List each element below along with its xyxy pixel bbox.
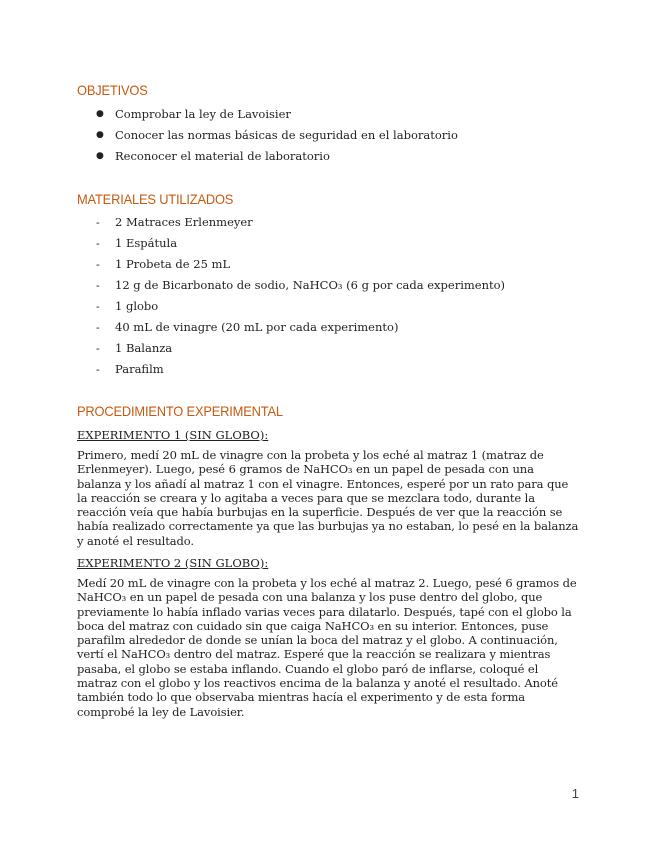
dash-icon: -	[96, 279, 100, 292]
dash-icon: -	[96, 216, 100, 229]
materiales-heading: MATERIALES UTILIZADOS	[77, 191, 234, 207]
experimento-1-text: Primero, medí 20 mL de vinagre con la probeta y los eché al matraz 1 (matraz de Erlenmeyer). Luego, pesé 6 gramos de NaHCO₃ en un papel de pesada con una balanza y los añadí al matraz 1 con el vinagre. Entonces, esperé por un rato para que la reacción se creara y lo agitaba a veces para que se mezclara todo, durante la reacción veía que había burbujas en la superficie. Después de ver que la reacción se había realizado correctamente ya que las burbujas ya no estaban, lo pesé en la balanza y anoté el resultado.	[77, 448, 579, 548]
experimento-2-text: Medí 20 mL de vinagre con la probeta y los eché al matraz 2. Luego, pesé 6 gramos de NaHCO₃ en un papel de pesada con una balanza y los puse dentro del globo, que previamente lo había inflado varias veces para dilatarlo. Después, tapé con el globo la boca del matraz con cuidado sin que caiga NaHCO₃ en su interior. Entonces, puse parafilm alrededor de donde se unían la boca del matraz y el globo. A continuación, vertí el NaHCO₃ dentro del matraz. Esperé que la reacción se realizara y mientras pasaba, el globo se estaba inflando. Cuando el globo paró de inflarse, coloqué el matraz con el globo y los reactivos encima de la balanza y anoté el resultado. Anoté también todo lo que observaba mientras hacía el experimento y de esta forma comprobé la ley de Lavoisier.	[77, 576, 577, 719]
objetivos-heading: OBJETIVOS	[77, 82, 148, 98]
list-item: - 40 mL de vinagre (20 mL por cada experimento)	[96, 317, 505, 338]
dash-icon: -	[96, 342, 100, 355]
bullet-icon: ●	[96, 151, 104, 161]
list-item: - 1 Espátula	[96, 233, 505, 254]
objetivos-list	[96, 104, 458, 167]
procedimiento-heading: PROCEDIMIENTO EXPERIMENTAL	[77, 403, 283, 419]
bullet-icon: ●	[96, 130, 104, 140]
list-item: - Parafilm	[96, 359, 505, 380]
experimento-1-title: EXPERIMENTO 1 (SIN GLOBO):	[77, 428, 269, 442]
dash-icon: -	[96, 237, 100, 250]
bullet-icon: ●	[96, 109, 104, 119]
page-number: 1	[571, 786, 579, 801]
list-item: - 1 Balanza	[96, 338, 505, 359]
list-item: - 12 g de Bicarbonato de sodio, NaHCO₃ (6 g por cada experimento)	[96, 275, 505, 296]
materiales-list	[96, 212, 505, 380]
dash-icon: -	[96, 363, 100, 376]
dash-icon: -	[96, 258, 100, 271]
list-item: ● Conocer las normas básicas de seguridad en el laboratorio	[96, 125, 458, 146]
list-item: - 2 Matraces Erlenmeyer	[96, 212, 505, 233]
list-item: ● Comprobar la ley de Lavoisier	[96, 104, 458, 125]
experimento-2-title: EXPERIMENTO 2 (SIN GLOBO):	[77, 556, 269, 570]
list-item: - 1 globo	[96, 296, 505, 317]
dash-icon: -	[96, 321, 100, 334]
dash-icon: -	[96, 300, 100, 313]
list-item: - 1 Probeta de 25 mL	[96, 254, 505, 275]
list-item: ● Reconocer el material de laboratorio	[96, 146, 458, 167]
